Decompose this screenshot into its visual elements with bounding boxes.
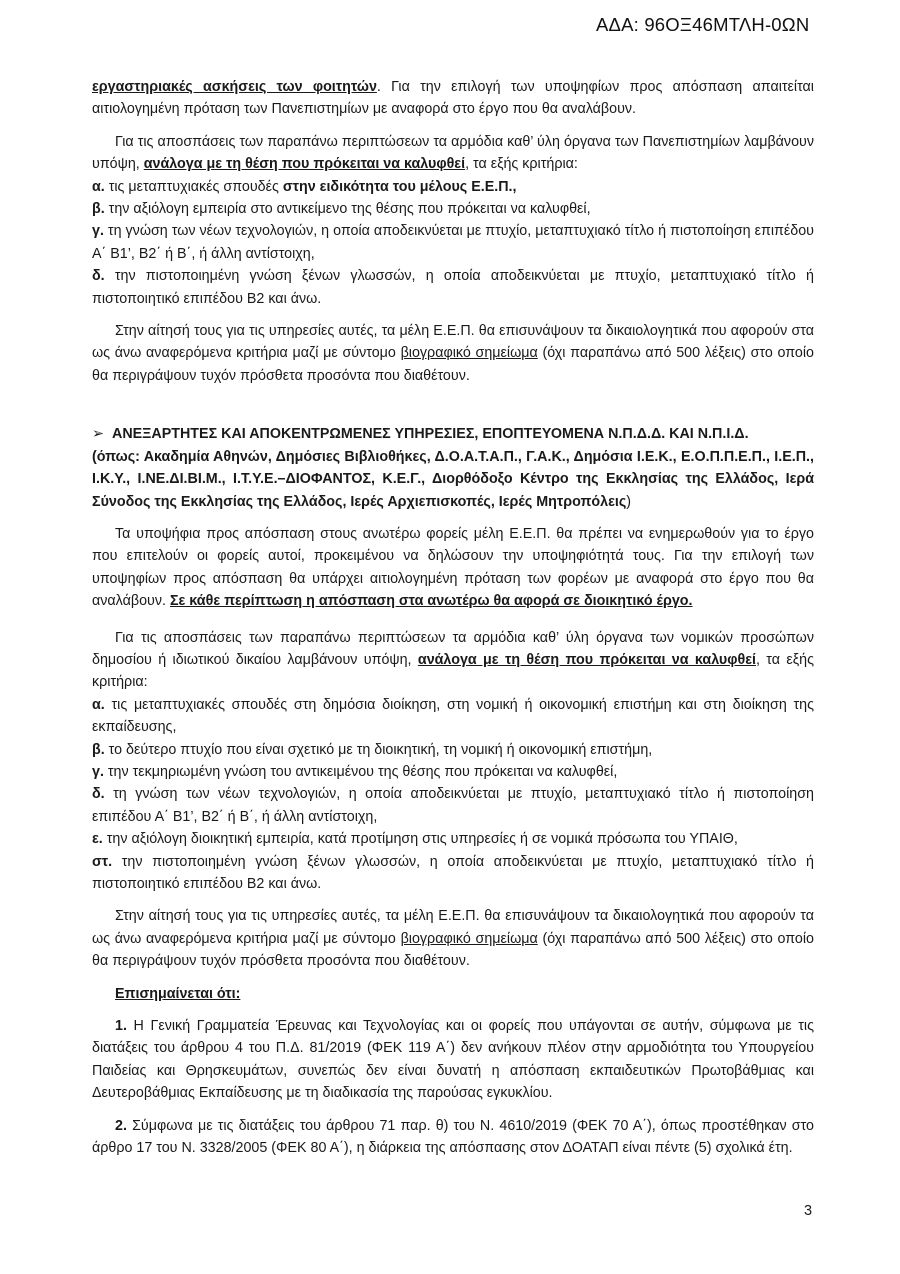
item-text: τις μεταπτυχιακές σπουδές bbox=[104, 178, 283, 195]
paragraph-text: (όχι παραπάνω από 500 λέξεις) στο οποίο θα περιγράψουν τυχόν πρόσθετα προσόντα που διαθέτουν. bbox=[92, 345, 814, 384]
criteria2-item-c bbox=[92, 761, 814, 783]
emphasis-text: εργαστηριακές ασκήσεις των φοιτητών bbox=[92, 79, 377, 95]
item-label: α. bbox=[92, 178, 105, 195]
item-text: την τεκμηριωμένη γνώση του αντικειμένου της θέσης που πρόκειται να καλυφθεί, bbox=[103, 763, 618, 780]
paragraph-text: Στην αίτησή τους για τις υπηρεσίες αυτές, τα μέλη Ε.Ε.Π. θα επισυνάψουν τα δικαιολογητικά που αφορούν στα ως άνω αναφερόμενα κριτήρια μαζί με σύντομο bbox=[92, 323, 814, 362]
item-label: β. bbox=[92, 201, 105, 218]
paragraph-universities-end bbox=[92, 76, 814, 121]
item-text: τις μεταπτυχιακές σπουδές στη δημόσια διοίκηση, στη νομική ή οικονομική επιστήμη και στη διοίκηση της εκπαίδευσης, bbox=[92, 696, 814, 736]
criteria-item-d bbox=[92, 265, 814, 310]
item-label: δ. bbox=[92, 268, 105, 285]
paragraph-text: , τα εξής κριτήρια: bbox=[92, 651, 814, 691]
criteria-item-a bbox=[92, 176, 814, 198]
paragraph-application-docs-2 bbox=[92, 905, 814, 972]
paragraph-text: Στην αίτησή τους για τις υπηρεσίες αυτές, τα μέλη Ε.Ε.Π. θα επισυνάψουν τα δικαιολογητικά που αφορούν τα ως άνω αναφερόμενα κριτήρια μαζί με σύντομο bbox=[92, 908, 814, 947]
item-text: την αξιόλογη εμπειρία στο αντικείμενο της θέσης που πρόκειται να καλυφθεί, bbox=[104, 201, 591, 218]
item-label: γ. bbox=[92, 223, 104, 240]
paragraph-application-docs bbox=[92, 320, 814, 387]
item-label: ε. bbox=[92, 831, 103, 848]
closing-paren: ) bbox=[626, 493, 632, 510]
notes-heading bbox=[92, 983, 814, 1005]
criteria2-item-a bbox=[92, 694, 814, 739]
item-label: β. bbox=[92, 741, 105, 758]
item-label: α. bbox=[92, 696, 105, 713]
ada-identifier: ΑΔΑ: 96ΟΞ46ΜΤΛΗ-0ΩΝ bbox=[596, 14, 810, 35]
note-number: 2. bbox=[115, 1117, 127, 1134]
section-subheading bbox=[92, 446, 814, 513]
paragraph-text: . Για την επιλογή των υποψηφίων προς απόσπαση απαιτείται αιτιολογημένη πρόταση των Πανεπιστημίων με αναφορά στο έργο που θα αναλάβουν. bbox=[92, 79, 814, 118]
note-text: Σύμφωνα με τις διατάξεις του άρθρου 71 παρ. θ) του Ν. 4610/2019 (ΦΕΚ 70 Α΄), όπως προστέθηκαν στο άρθρο 17 του Ν. 3328/2005 (ΦΕΚ 80 Α΄), η διάρκεια της απόσπασης στον ΔΟΑΤΑΠ είναι πέντε (5) σχολικά έτη. bbox=[92, 1117, 814, 1157]
note-item-2 bbox=[92, 1115, 814, 1160]
item-text: τη γνώση των νέων τεχνολογιών, η οποία αποδεικνύεται με πτυχίο, μεταπτυχιακό τίτλο ή πιστοποίηση επιπέδου Α΄ Β1’, Β2΄ ή Β΄, ή άλλη αντίστοιχη, bbox=[92, 223, 814, 262]
underlined-text: βιογραφικό σημείωμα bbox=[400, 345, 538, 362]
criteria-item-c bbox=[92, 220, 814, 265]
paragraph-text: Για τις αποσπάσεις των παραπάνω περιπτώσεων τα αρμόδια καθ’ ύλη όργανα των νομικών προσώπων δημοσίου ή ιδιωτικού δικαίου λαμβάνουν υπόψη, bbox=[92, 629, 814, 668]
item-label: στ. bbox=[92, 853, 113, 870]
emphasis-text: ανάλογα με τη θέση που πρόκειται να καλυφθεί bbox=[417, 651, 756, 668]
emphasis-text: ανάλογα με τη θέση που πρόκειται να καλυφθεί bbox=[143, 156, 466, 173]
paragraph-criteria-intro-2 bbox=[92, 627, 814, 694]
underlined-text: βιογραφικό σημείωμα bbox=[400, 930, 538, 947]
notes-title: Επισημαίνεται ότι: bbox=[115, 985, 241, 1002]
emphasis-text: Σε κάθε περίπτωση η απόσπαση στα ανωτέρω θα αφορά σε διοικητικό έργο. bbox=[169, 593, 693, 610]
criteria2-item-f bbox=[92, 851, 814, 896]
paragraph-text: (όχι παραπάνω από 500 λέξεις) στο οποίο θα περιγράψουν τυχόν πρόσθετα προσόντα που διαθέτουν. bbox=[92, 930, 814, 970]
item-text: το δεύτερο πτυχίο που είναι σχετικό με τη διοικητική, τη νομική ή οικονομική επιστήμη, bbox=[104, 741, 653, 758]
item-text: τη γνώση των νέων τεχνολογιών, η οποία αποδεικνύεται με πτυχίο, μεταπτυχιακό τίτλο ή πιστοποίηση επιπέδου Α΄ Β1’, Β2΄ ή Β΄, ή άλλη αντίστοιχη, bbox=[92, 786, 814, 825]
paragraph-text: Τα υποψήφια προς απόσπαση στους ανωτέρω φορείς μέλη Ε.Ε.Π. θα πρέπει να ενημερωθούν για το έργο που επιτελούν οι φορείς αυτοί, προκειμένου να δηλώσουν την υποψηφιότητά τους. Για την επιλογή των υποψηφίων προς απόσπαση θα υπάρχει αιτιολογημένη πρόταση των φορέων με αναφορά στο έργο που θα αναλάβουν. bbox=[92, 525, 814, 610]
note-item-1 bbox=[92, 1015, 814, 1105]
criteria2-item-b bbox=[92, 739, 814, 761]
criteria-item-b bbox=[92, 198, 814, 220]
item-label: δ. bbox=[92, 786, 105, 803]
paragraph-criteria-intro bbox=[92, 131, 814, 176]
criteria2-item-d bbox=[92, 783, 814, 828]
section-heading bbox=[92, 423, 814, 445]
section-subtitle: (όπως: Ακαδημία Αθηνών, Δημόσιες Βιβλιοθήκες, Δ.Ο.Α.Τ.Α.Π., Γ.Α.Κ., Δημόσια Ι.Ε.Κ., Ε.Ο.Π.Π.Ε.Π., Ι.Ε.Π., Ι.Κ.Υ., Ι.ΝΕ.ΔΙ.ΒΙ.Μ., Ι.Τ.Υ.Ε.–ΔΙΟΦΑΝΤΟΣ, Κ.Ε.Γ., Διορθόδοξο Κέντρο της Εκκλησίας της Ελλάδος, Ιερά Σύνοδος της Εκκλησίας της Ελλάδος, Ιερές Αρχιεπισκοπές, Ιερές Μητροπόλεις bbox=[92, 448, 814, 510]
criteria2-item-e bbox=[92, 828, 814, 850]
item-text: την πιστοποιημένη γνώση ξένων γλωσσών, η οποία αποδεικνύεται με πτυχίο, μεταπτυχιακό τίτλο ή πιστοποιητικό επιπέδου Β2 και άνω. bbox=[92, 268, 814, 307]
item-text: την αξιόλογη διοικητική εμπειρία, κατά προτίμηση στις υπηρεσίες ή σε νομικά πρόσωπα του ΥΠΑΙΘ, bbox=[102, 831, 738, 848]
item-emphasis: στην ειδικότητα του μέλους Ε.Ε.Π., bbox=[282, 178, 517, 195]
document-body bbox=[92, 76, 814, 1159]
item-text: την πιστοποιημένη γνώση ξένων γλωσσών, η οποία αποδεικνύεται με πτυχίο, μεταπτυχιακό τίτλο ή πιστοποιητικό επιπέδου Β2 και άνω. bbox=[92, 853, 814, 892]
section-title: ΑΝΕΞΑΡΤΗΤΕΣ ΚΑΙ ΑΠΟΚΕΝΤΡΩΜΕΝΕΣ ΥΠΗΡΕΣΙΕΣ, ΕΠΟΠΤΕΥΟΜΕΝΑ Ν.Π.Δ.Δ. ΚΑΙ Ν.Π.Ι.Δ. bbox=[112, 426, 749, 443]
item-label: γ. bbox=[92, 763, 104, 780]
arrow-bullet-icon: ➢ bbox=[92, 426, 104, 443]
paragraph-entities-info bbox=[92, 523, 814, 613]
paragraph-text: , τα εξής κριτήρια: bbox=[465, 156, 578, 173]
note-number: 1. bbox=[115, 1018, 127, 1035]
page-number: 3 bbox=[804, 1203, 813, 1219]
note-text: Η Γενική Γραμματεία Έρευνας και Τεχνολογίας και οι φορείς που υπάγονται σε αυτήν, σύμφωνα με τις διατάξεις του άρθρου 4 του Π.Δ. 81/2019 (ΦΕΚ 119 Α΄) δεν ανήκουν πλέον στην αρμοδιότητα του Υπουργείου Παιδείας και Θρησκευμάτων, συνεπώς δεν είναι δυνατή η απόσπαση εκπαιδευτικών Πρωτοβάθμιας και Δευτεροβάθμιας Εκπαίδευσης με τη διαδικασία της παρούσας εγκυκλίου. bbox=[92, 1018, 814, 1102]
paragraph-text: Για τις αποσπάσεις των παραπάνω περιπτώσεων τα αρμόδια καθ’ ύλη όργανα των Πανεπιστημίων λαμβάνουν υπόψη, bbox=[92, 133, 814, 173]
